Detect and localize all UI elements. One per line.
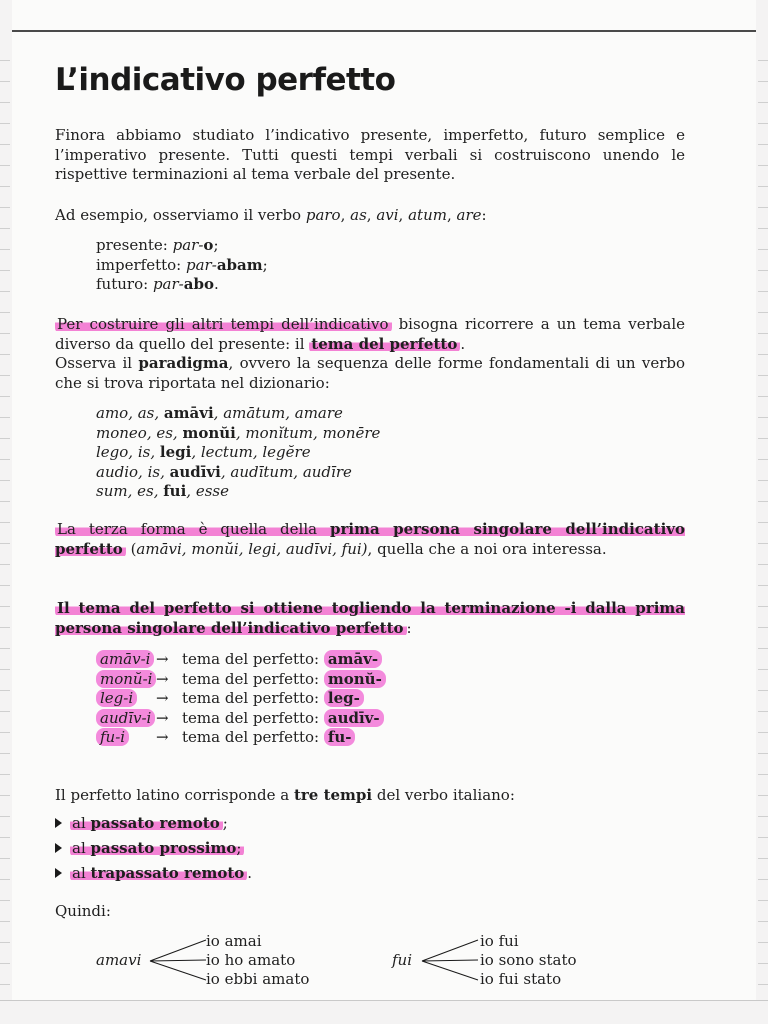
- perfect-stem-list: [96, 650, 386, 748]
- paradigm-row: moneo, es, monŭi, monĭtum, monēre: [96, 423, 381, 442]
- verb-form: as: [350, 206, 367, 224]
- highlight: Per costruire gli altri tempi dell’indicativo: [55, 315, 392, 333]
- highlight: al passato prossimo;: [70, 839, 244, 857]
- arrow-icon: →: [156, 669, 169, 688]
- list-item: al passato remoto ;: [55, 810, 252, 835]
- stem-row: audīv-i → tema del perfetto: audīv-: [96, 709, 386, 729]
- tree-root: amavi: [96, 951, 142, 969]
- tree-leaf: io ho amato: [206, 951, 296, 969]
- bottom-rule: [0, 1000, 768, 1001]
- highlight: La terza forma è quella della prima persona singolare dell’indicativo perfetto: [55, 520, 685, 558]
- verb-form: paro: [305, 206, 341, 224]
- example-intro: Ad esempio, osserviamo il verbo paro, as, avi, atum, are:: [55, 206, 487, 224]
- paradigm-row: amo, as, amāvi, amātum, amare: [96, 404, 343, 422]
- example-row: futuro: par-abo.: [96, 275, 219, 293]
- highlight: al trapassato remoto: [70, 864, 247, 882]
- highlight: Il tema del perfetto si ottiene togliendo la terminazione -i dalla prima persona singolare dell’indicativo perfetto: [55, 599, 685, 637]
- intro-paragraph: Finora abbiamo studiato l’indicativo presente, imperfetto, futuro semplice e l’imperativo presente. Tutti questi tempi verbali si costruiscono unendo le rispettive terminazioni al tema verbale del presente.: [55, 126, 685, 183]
- triangle-bullet-icon: [55, 868, 62, 878]
- highlight: al passato remoto: [70, 814, 223, 832]
- paradigm-row: sum, es, fui, esse: [96, 482, 229, 500]
- stem-row: fu-i → tema del perfetto: fu-: [96, 728, 386, 748]
- stem-row: amāv-i → tema del perfetto: amāv-: [96, 650, 386, 670]
- tree-leaf: io sono stato: [480, 951, 577, 969]
- paradigm-list: [96, 404, 380, 502]
- paradigm-row: audio, is, audīvi, audītum, audīre: [96, 462, 352, 481]
- stem-row: leg-i → tema del perfetto: leg-: [96, 689, 386, 709]
- triangle-bullet-icon: [55, 843, 62, 853]
- page-title: L’indicativo perfetto: [55, 62, 396, 98]
- italian-tense-list: [55, 810, 252, 885]
- list-item: [55, 835, 252, 860]
- top-rule: [12, 30, 756, 32]
- tree-root: fui: [392, 951, 413, 969]
- tree-leaf: io amai: [206, 932, 262, 950]
- tree-branches: [418, 930, 488, 990]
- verb-form: avi: [376, 206, 399, 224]
- italian-intro: Il perfetto latino corrisponde a tre tempi del verbo italiano:: [55, 786, 515, 804]
- right-page-edge: [758, 40, 768, 1004]
- paradigm-row: lego, is, legi, lectum, legĕre: [96, 443, 311, 461]
- verb-form: atum: [408, 206, 447, 224]
- triangle-bullet-icon: [55, 818, 62, 828]
- present-examples: [96, 236, 268, 295]
- example-row: imperfetto: par-abam;: [96, 255, 268, 274]
- paradigma-paragraph: Per costruire gli altri tempi dell’indicativo bisogna ricorrere a un tema verbale diverso da quello del presente: il tema del perfetto . Osserva il paradigma, ovvero la sequenza delle forme fondamentali di un verbo che si trova riportata nel dizionario:: [55, 315, 685, 392]
- tree-leaf: io fui stato: [480, 970, 562, 988]
- arrow-icon: →: [156, 650, 169, 668]
- example-row: presente: par-o;: [96, 236, 219, 254]
- arrow-icon: →: [156, 689, 169, 707]
- tree-leaf: io fui: [480, 932, 519, 950]
- arrow-icon: →: [156, 728, 169, 746]
- tree-leaf: io ebbi amato: [206, 970, 310, 988]
- quindi-label: Quindi:: [55, 902, 111, 920]
- highlight: tema del perfetto: [309, 335, 460, 353]
- rule-paragraph: Il tema del perfetto si ottiene togliendo la terminazione -i dalla prima persona singolare dell’indicativo perfetto :: [55, 599, 685, 637]
- verb-form: are: [456, 206, 482, 224]
- left-page-edge: [0, 40, 10, 1004]
- stem-row: monŭ-i → tema del perfetto: monŭ-: [96, 670, 386, 690]
- third-form-paragraph: La terza forma è quella della prima persona singolare dell’indicativo perfetto (amāvi, monŭi, legi, audīvi, fui), quella che a noi ora interessa.: [55, 520, 685, 558]
- list-item: al trapassato remoto .: [55, 860, 252, 885]
- arrow-icon: →: [156, 708, 169, 727]
